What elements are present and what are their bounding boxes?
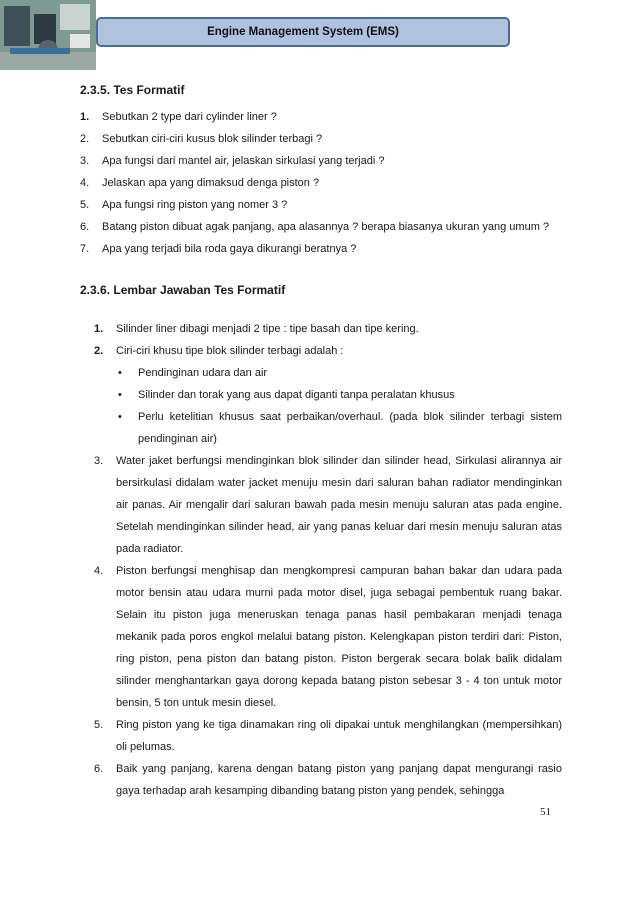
question-item (80, 194, 562, 216)
bullet-item (116, 406, 562, 450)
answer-number: 5. (94, 719, 104, 731)
bullet-text: Pendinginan udara dan air (138, 367, 268, 379)
question-number: 2. (80, 133, 90, 145)
question-number: 5. (80, 199, 90, 211)
answer-text: Water jaket berfungsi mendinginkan blok silinder dan silinder head, Sirkulasi alirannya air bersirkulasi didalam water jacket menuju mesin dari saluran bahan radiator mendinginkan air panas. Air mengalir dari saluran bawah pada mesin menuju saluran atas pada engine. Setelah mendinginkan silinder head, air yang panas keluar dari mesin menuju saluran atas pada radiator. (116, 455, 562, 555)
answer-text: Piston berfungsi menghisap dan mengkompresi campuran bahan bakar dan udara pada motor bensin atau udara murni pada motor disel, juga sebagai pembentuk ruang bakar. Selain itu piston juga meneruskan tenaga panas hasil pembakaran menjadi tenaga mekanik pada poros engkol melalui batang piston. Kelengkapan piston terdiri dari: Piston, ring piston, pena piston dan batang piston. Piston bergerak secara bolak balik didalam silinder menghantarkan gaya dorong kepada batang piston sebesar 3 - 4 ton untuk motor bensin, 5 ton untuk mesin diesel. (116, 565, 562, 709)
question-number: 6. (80, 221, 90, 233)
answer-text: Baik yang panjang, karena dengan batang piston yang panjang dapat mengurangi rasio gaya terhadap arah kesamping dibanding batang piston yang pendek, sehingga (116, 763, 562, 797)
section-heading-tes-formatif: 2.3.5. Tes Formatif (80, 83, 185, 97)
answer-number: 3. (94, 455, 104, 467)
answer-list (80, 318, 562, 802)
answer-item (80, 340, 562, 450)
question-item (80, 238, 562, 260)
answer-text: Ring piston yang ke tiga dinamakan ring oli dipakai untuk menghilangkan (mempersihkan) oli pelumas. (116, 719, 562, 753)
question-text: Apa yang terjadi bila roda gaya dikurangi beratnya ? (102, 243, 357, 255)
answer-item (80, 758, 562, 802)
answer-item (80, 560, 562, 714)
question-text: Sebutkan ciri-ciri kusus blok silinder terbagi ? (102, 133, 323, 145)
answer-item (80, 450, 562, 560)
document-header (96, 17, 510, 47)
question-item (80, 128, 562, 150)
question-item (80, 150, 562, 172)
answer-number: 2. (94, 345, 104, 357)
bullet-icon: • (118, 389, 122, 401)
bullet-icon: • (118, 367, 122, 379)
answer-item (80, 714, 562, 758)
question-list (80, 106, 562, 260)
answer-number: 4. (94, 565, 104, 577)
question-text: Apa fungsi dari mantel air, jelaskan sirkulasi yang terjadi ? (102, 155, 385, 167)
answer-item (80, 318, 562, 340)
bullet-item (116, 362, 562, 384)
answer-text: Ciri-ciri khusu tipe blok silinder terbagi adalah : (116, 345, 344, 357)
answer-number: 6. (94, 763, 104, 775)
bullet-text: Perlu ketelitian khusus saat perbaikan/overhaul. (pada blok silinder terbagi sistem pendinginan air) (138, 411, 562, 445)
question-number: 7. (80, 243, 90, 255)
question-item (80, 172, 562, 194)
header-title: Engine Management System (EMS) (207, 26, 399, 38)
question-item (80, 216, 562, 238)
bullet-text: Silinder dan torak yang aus dapat diganti tanpa peralatan khusus (138, 389, 455, 401)
bullet-item (116, 384, 562, 406)
engine-photo-icon (0, 0, 96, 70)
question-number: 3. (80, 155, 90, 167)
question-item (80, 106, 562, 128)
answer-text: Silinder liner dibagi menjadi 2 tipe : tipe basah dan tipe kering. (116, 323, 419, 335)
header-photo (0, 0, 96, 70)
question-text: Apa fungsi ring piston yang nomer 3 ? (102, 199, 288, 211)
page-number: 51 (540, 806, 551, 818)
question-text: Jelaskan apa yang dimaksud denga piston ? (102, 177, 320, 189)
question-number: 1. (80, 111, 90, 123)
answer-number: 1. (94, 323, 104, 335)
answer-bullet-list (116, 362, 562, 450)
bullet-icon: • (118, 411, 122, 423)
page-content (80, 80, 562, 802)
section-heading-lembar-jawaban: 2.3.6. Lembar Jawaban Tes Formatif (80, 283, 286, 297)
question-text: Sebutkan 2 type dari cylinder liner ? (102, 111, 277, 123)
question-number: 4. (80, 177, 90, 189)
question-text: Batang piston dibuat agak panjang, apa alasannya ? berapa biasanya ukuran yang umum ? (102, 221, 550, 233)
